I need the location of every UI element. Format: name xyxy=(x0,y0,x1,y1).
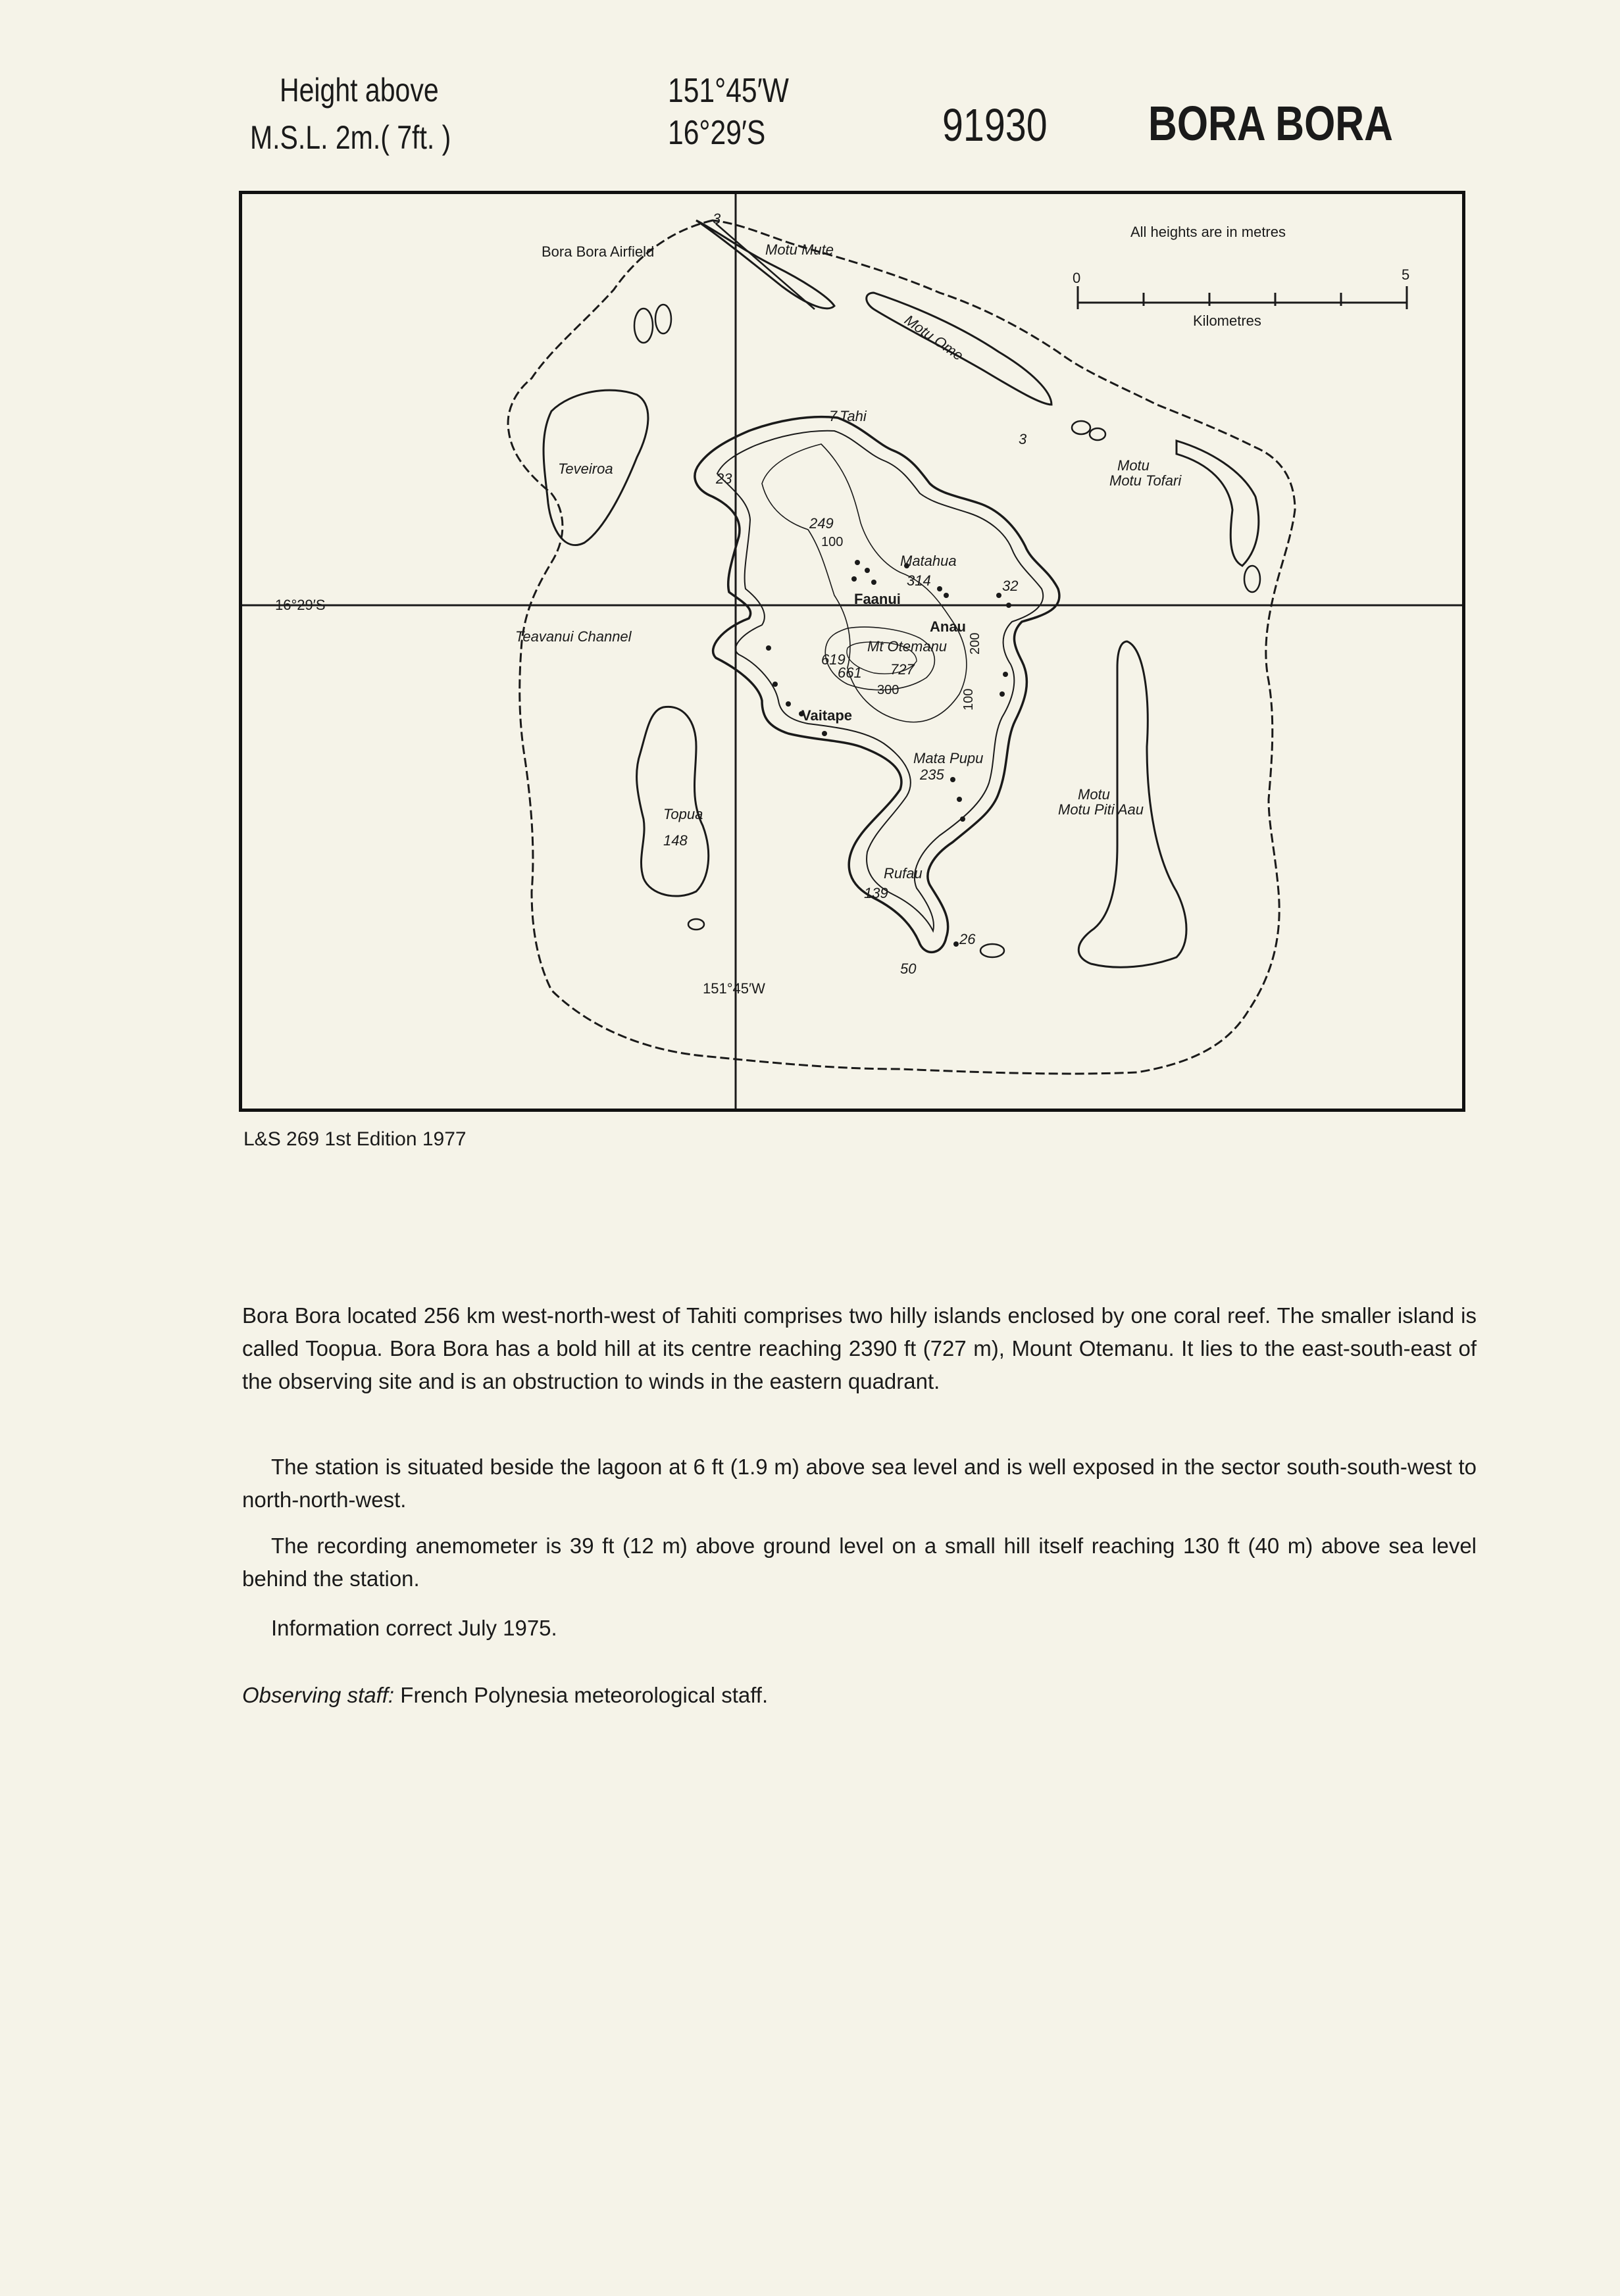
spot-height: 661 xyxy=(838,664,862,681)
observing-staff-value: French Polynesia meteorological staff. xyxy=(400,1683,769,1707)
islet xyxy=(980,944,1004,957)
label-motu-piti-aau: Motu Piti Aau xyxy=(1058,801,1144,818)
contour-label: 100 xyxy=(821,535,844,549)
contour-label: 100 xyxy=(961,688,976,711)
spot-height: 148 xyxy=(663,832,688,849)
contour-label: 300 xyxy=(877,683,899,697)
scale-end-label: 5 xyxy=(1402,266,1410,283)
description-paragraph: The station is situated beside the lagoon at 6 ft (1.9 m) above sea level and is well exposed in the sector south-south-west to north-north-west. xyxy=(242,1455,1477,1512)
label-airfield: Bora Bora Airfield xyxy=(542,243,655,260)
spot-height: 26 xyxy=(959,931,976,947)
label-motu-tofari-1: Motu xyxy=(1117,457,1150,474)
label-motu-mute: Motu Mute xyxy=(765,241,834,258)
spot-height: 139 xyxy=(864,885,888,901)
coast-road xyxy=(717,431,1043,931)
label-anau: Anau xyxy=(930,618,966,635)
bora-bora-map xyxy=(242,194,1462,1109)
msl-height-value: M.S.L. 2m.( 7ft. ) xyxy=(250,119,451,156)
observing-staff-label: Observing staff: xyxy=(242,1683,395,1707)
label-tahi: Tahi xyxy=(840,408,867,424)
spot-height: 249 xyxy=(809,515,834,532)
islet xyxy=(655,305,671,334)
station-number: 91930 xyxy=(942,99,1048,151)
lat-grid-label: 16°29′S xyxy=(275,597,326,613)
label-mt-otemanu: Mt Otemanu xyxy=(867,638,948,655)
label-teveiroa: Teveiroa xyxy=(558,461,613,477)
spot-height: 23 xyxy=(716,470,732,487)
contour-100 xyxy=(762,444,967,722)
contour-label: 200 xyxy=(968,632,982,655)
label-matahua: Matahua xyxy=(900,553,957,569)
latitude-header: 16°29′S xyxy=(668,114,766,152)
spot-height: 3 xyxy=(1019,431,1027,447)
label-teavanui-channel: Teavanui Channel xyxy=(515,628,632,645)
description-paragraph: The recording anemometer is 39 ft (12 m) above ground level on a small hill itself reaching 130 ft (40 m) above sea level behind the station. xyxy=(242,1534,1477,1591)
toopua-island xyxy=(637,707,709,896)
scale-start-label: 0 xyxy=(1073,270,1081,286)
station-name: BORA BORA xyxy=(1148,96,1393,151)
spot-height: 727 xyxy=(890,661,915,678)
islet xyxy=(688,919,704,930)
islet xyxy=(1090,428,1105,440)
description-paragraph: Bora Bora located 256 km west-north-west of Tahiti comprises two hilly islands enclosed by one coral reef. The smaller island is called Toopua. Bora Bora has a bold hill at its centre reaching 2390 ft (727 m), Mount Otemanu. It lies to the east-south-east of the observing site and is an obstruction to winds in the eastern quadrant. xyxy=(242,1303,1477,1393)
label-vaitape: Vaitape xyxy=(801,707,853,724)
scale-bar xyxy=(1078,286,1407,309)
label-motu-ome: Motu Ome xyxy=(901,311,967,364)
map-frame xyxy=(239,191,1465,1112)
information-date: Information correct July 1975. xyxy=(271,1616,557,1640)
observing-staff xyxy=(242,1679,1477,1712)
heights-note: All heights are in metres xyxy=(1130,224,1286,240)
spot-height: 50 xyxy=(900,961,917,977)
islet xyxy=(634,309,653,343)
motu-tofari xyxy=(1177,441,1259,566)
lon-grid-label: 151°45′W xyxy=(703,980,765,997)
airfield-strip xyxy=(716,224,815,309)
spot-height: 32 xyxy=(1002,578,1019,594)
label-motu-piti-aau-1: Motu xyxy=(1078,786,1110,803)
label-motu-tofari: Motu Tofari xyxy=(1109,472,1182,489)
label-faanui: Faanui xyxy=(854,591,901,607)
islet xyxy=(1244,566,1260,592)
edition-note: L&S 269 1st Edition 1977 xyxy=(243,1128,467,1150)
label-topua: Topua xyxy=(663,806,703,822)
longitude-header: 151°45′W xyxy=(668,72,789,110)
height-above-label: Height above xyxy=(280,72,439,109)
label-rufau: Rufau xyxy=(884,865,923,882)
spot-height: 7 xyxy=(829,408,838,424)
spot-height: 3 xyxy=(713,211,721,227)
spot-height: 619 xyxy=(821,651,846,668)
spot-height: 314 xyxy=(907,572,931,589)
spot-height: 235 xyxy=(920,766,944,783)
islet xyxy=(1072,421,1090,434)
scale-unit-label: Kilometres xyxy=(1193,312,1261,329)
label-mata-pupu: Mata Pupu xyxy=(913,750,984,766)
